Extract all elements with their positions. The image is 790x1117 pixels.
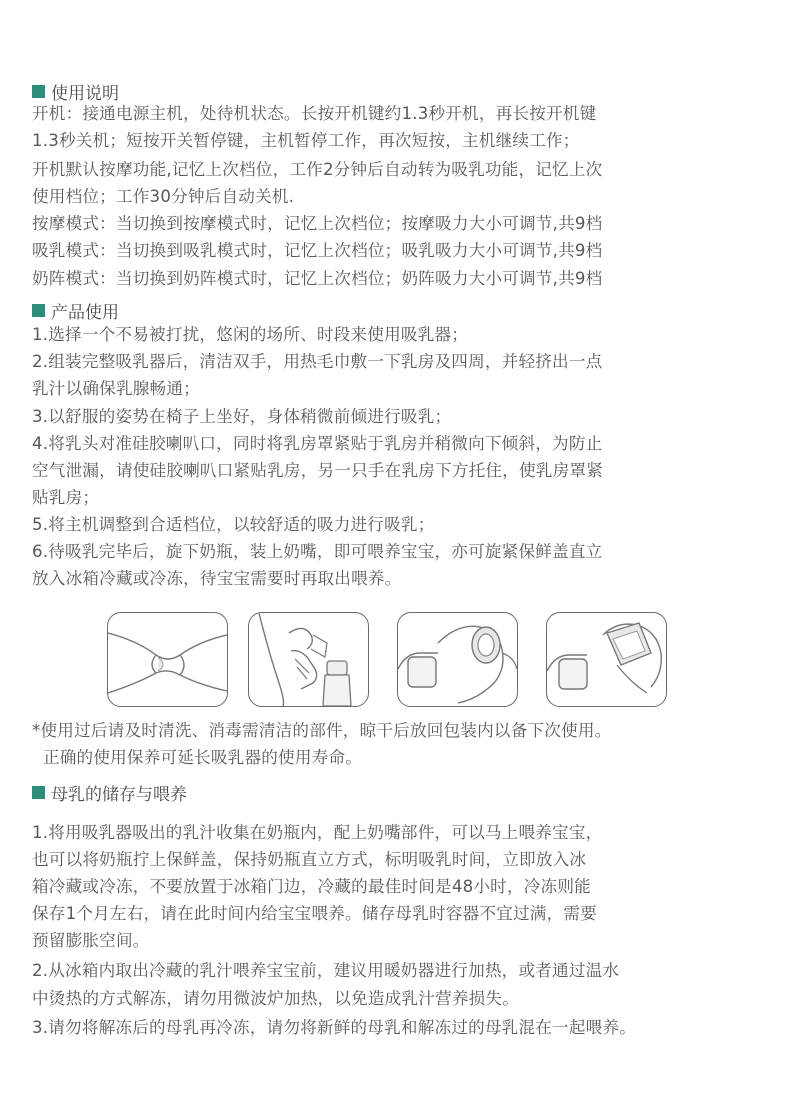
illustration-hand-assembly [248, 612, 369, 707]
usage-line: 开机：接通电源主机，处待机状态。长按开机键约1.3秒开机，再长按开机键 [32, 104, 597, 123]
product-line: 空气泄漏，请使硅胶喇叭口紧贴乳房，另一只手在乳房下方托住，使乳房罩紧 [32, 461, 603, 480]
bottle-detach-drawing [398, 613, 517, 706]
usage-line: 奶阵模式：当切换到奶阵模式时，记忆上次档位；奶阵吸力大小可调节,共9档 [32, 269, 603, 288]
section-square-icon [32, 304, 45, 317]
storage-line: 保存1个月左右，请在此时间内给宝宝喂养。储存母乳时容器不宜过满，需要 [32, 904, 597, 923]
storage-title: 母乳的储存与喂养 [51, 784, 187, 805]
usage-title: 使用说明 [51, 83, 119, 104]
storage-line: 箱冷藏或冷冻，不要放置于冰箱门边，冷藏的最佳时间是48小时，冷冻则能 [32, 877, 591, 896]
product-line: 6.待吸乳完毕后，旋下奶瓶，装上奶嘴，即可喂养宝宝，亦可旋紧保鲜盖直立 [32, 542, 603, 561]
storage-line: 2.从冰箱内取出冷藏的乳汁喂养宝宝前，建议用暖奶器进行加热，或者通过温水 [32, 961, 620, 980]
storage-line: 也可以将奶瓶拧上保鲜盖，保持奶瓶直立方式，标明吸乳时间，立即放入冰 [32, 850, 587, 869]
storage-line: 1.将用吸乳器吸出的乳汁收集在奶瓶内，配上奶嘴部件，可以马上喂养宝宝， [32, 823, 603, 842]
usage-line: 吸乳模式：当切换到吸乳模式时，记忆上次档位；吸乳吸力大小可调节,共9档 [32, 241, 603, 260]
product-title: 产品使用 [51, 302, 119, 323]
usage-line: 开机默认按摩功能,记忆上次档位，工作2分钟后自动转为吸乳功能，记忆上次 [32, 160, 603, 179]
product-line: 3.以舒服的姿势在椅子上坐好，身体稍微前倾进行吸乳； [32, 407, 452, 426]
product-line: 放入冰箱冷藏或冷冻，待宝宝需要时再取出喂养。 [32, 569, 402, 588]
section-square-icon [32, 85, 45, 98]
product-line: 贴乳房； [32, 488, 100, 507]
product-line: 乳汁以确保乳腺畅通； [32, 379, 200, 398]
illustration-bottle-detach [397, 612, 518, 707]
product-line: 5.将主机调整到合适档位，以较舒适的吸力进行吸乳； [32, 515, 435, 534]
care-note-line: *使用过后请及时清洗、消毒需清洁的部件，晾干后放回包装内以备下次使用。 [32, 721, 612, 740]
usage-line: 按摩模式：当切换到按摩模式时，记忆上次档位；按摩吸力大小可调节,共9档 [32, 214, 603, 233]
storage-line: 中烫热的方式解冻，请勿用微波炉加热，以免造成乳汁营养损失。 [32, 989, 520, 1008]
product-line: 4.将乳头对准硅胶喇叭口，同时将乳房罩紧贴于乳房并稍微向下倾斜，为防止 [32, 434, 603, 453]
hand-assembly-drawing [249, 613, 368, 706]
storage-line: 预留膨胀空间。 [32, 931, 150, 950]
usage-line: 1.3秒关机；短按开关暂停键，主机暂停工作，再次短按，主机继续工作； [32, 131, 580, 150]
breast-placement-drawing [108, 613, 227, 706]
storage-heading [32, 779, 187, 805]
section-square-icon [32, 786, 45, 799]
product-line: 2.组装完整吸乳器后，清洁双手，用热毛巾敷一下乳房及四周，并轻挤出一点 [32, 352, 603, 371]
care-note-line: 正确的使用保养可延长吸乳器的使用寿命。 [32, 748, 363, 767]
illustration-breast-placement [107, 612, 228, 707]
illustration-lid-attach [546, 612, 667, 707]
product-heading [32, 297, 119, 323]
storage-line: 3.请勿将解冻后的母乳再冷冻，请勿将新鲜的母乳和解冻过的母乳混在一起喂养。 [32, 1018, 637, 1037]
lid-attach-drawing [547, 613, 666, 706]
product-line: 1.选择一个不易被打扰，悠闲的场所、时段来使用吸乳器； [32, 325, 469, 344]
usage-line: 使用档位；工作30分钟后自动关机. [32, 187, 295, 206]
